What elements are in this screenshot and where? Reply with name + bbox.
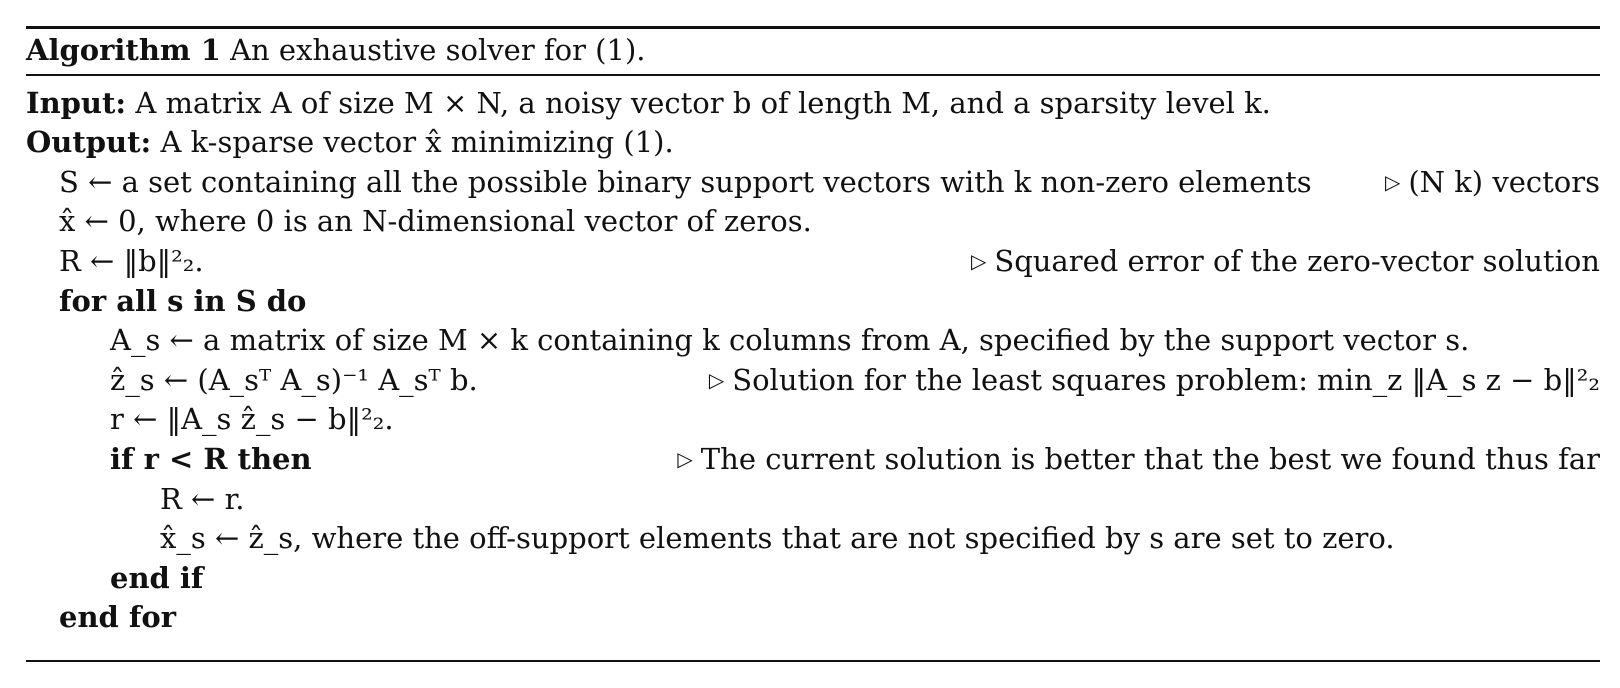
- step-for-loop: [26, 281, 1600, 321]
- comment-triangle-icon: ▷: [677, 447, 693, 471]
- caption-label: Algorithm 1: [26, 33, 221, 67]
- step-text: end for: [59, 600, 177, 634]
- step-text: R ← ‖b‖²₂.: [59, 244, 204, 278]
- step-text: R ← r.: [160, 482, 245, 516]
- step-text: x̂ ← 0, where 0 is an N-dimensional vector of zeros.: [59, 204, 812, 238]
- input-text: A matrix A of size M × N, a noisy vector b of length M, and a sparsity level k.: [135, 86, 1271, 120]
- step-text: end if: [110, 561, 204, 595]
- step-text: for all s in S do: [59, 284, 307, 318]
- output-label: Output:: [26, 125, 152, 159]
- step-residual: [26, 399, 1600, 439]
- comment-text: Squared error of the zero-vector solution: [994, 244, 1600, 278]
- step-submatrix: [26, 320, 1600, 360]
- comment-text: (N k) vectors: [1408, 165, 1600, 199]
- step-text: x̂_s ← ẑ_s, where the off-support elements that are not specified by s are set to zero.: [160, 521, 1395, 555]
- step-support-set: [26, 162, 1600, 202]
- step-update-x: [26, 518, 1600, 558]
- step-end-if: [26, 558, 1600, 598]
- step-text: A_s ← a matrix of size M × k containing k columns from A, specified by the support vector s.: [110, 323, 1470, 357]
- caption-text: An exhaustive solver for (1).: [230, 33, 646, 67]
- comment-text: The current solution is better that the best we found thus far: [700, 442, 1600, 476]
- step-text: r ← ‖A_s ẑ_s − b‖²₂.: [110, 402, 394, 436]
- comment-triangle-icon: ▷: [1384, 170, 1401, 194]
- step-text: S ← a set containing all the possible binary support vectors with k non-zero elements: [59, 165, 1312, 199]
- step-init-x: [26, 201, 1600, 241]
- step-text: if r < R then: [110, 442, 312, 476]
- step-text: ẑ_s ← (A_sᵀ A_s)⁻¹ A_sᵀ b.: [110, 363, 478, 397]
- algorithm-block: [26, 26, 1600, 662]
- top-rule: [26, 26, 1600, 29]
- step-comment: [677, 439, 1600, 482]
- algorithm-caption: [26, 30, 1600, 70]
- step-init-r: [26, 241, 1600, 281]
- mid-rule: [26, 74, 1600, 76]
- step-end-for: [26, 597, 1600, 637]
- comment-text: Solution for the least squares problem: min_z ‖A_s z − b‖²₂: [732, 363, 1600, 397]
- output-line: [26, 122, 1600, 162]
- comment-triangle-icon: ▷: [708, 368, 725, 392]
- bottom-rule: [26, 660, 1600, 662]
- step-comment: [971, 241, 1600, 284]
- step-comment: [1385, 162, 1600, 205]
- input-line: [26, 83, 1600, 123]
- input-label: Input:: [26, 86, 127, 120]
- step-comment: [709, 360, 1600, 403]
- comment-triangle-icon: ▷: [970, 249, 987, 273]
- step-least-squares: [26, 360, 1600, 400]
- step-if: [26, 439, 1600, 479]
- step-update-r: [26, 479, 1600, 519]
- output-text: A k-sparse vector x̂ minimizing (1).: [160, 125, 674, 159]
